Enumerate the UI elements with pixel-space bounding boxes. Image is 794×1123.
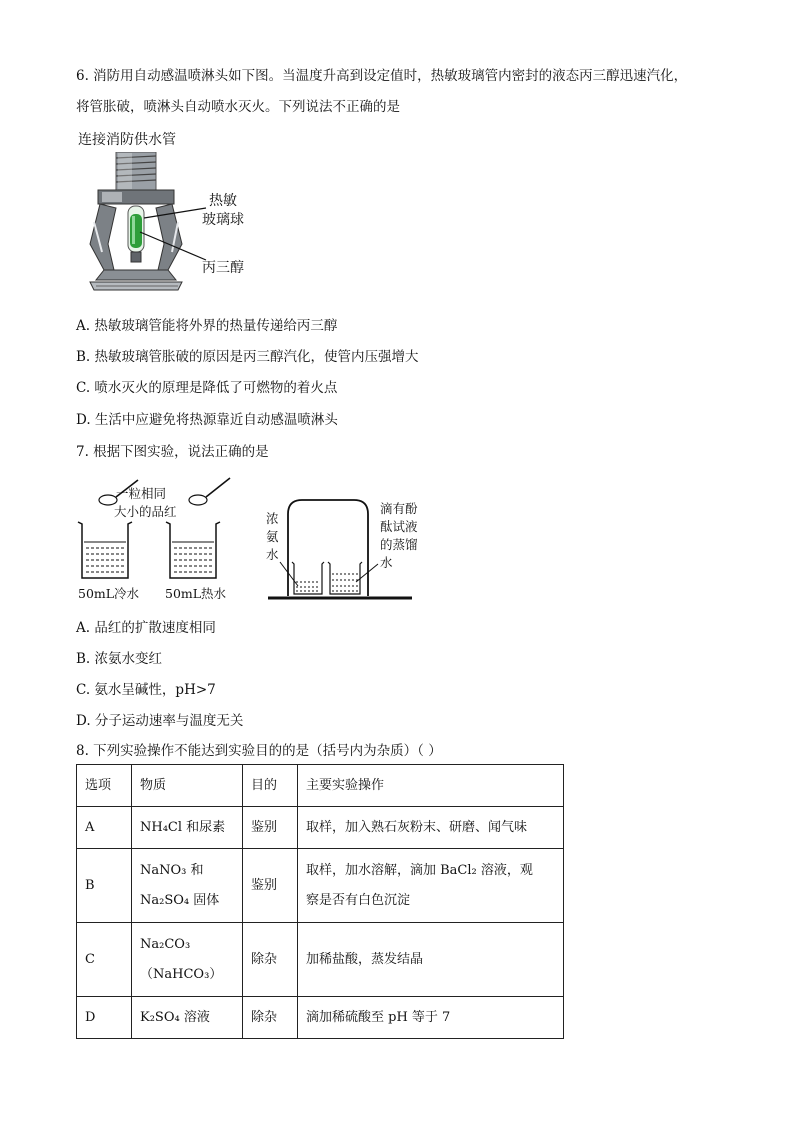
table-row: [77, 923, 564, 997]
table-cell-operation: 滴加稀硫酸至 pH 等于 7: [298, 997, 564, 1039]
table-cell-substance: [132, 923, 243, 997]
table-cell-option: D: [77, 997, 132, 1039]
spoon-right: [189, 478, 230, 505]
q6-stem-line2: 将管胀破，喷淋头自动喷水灭火。下列说法不正确的是: [76, 99, 400, 115]
table-row: [77, 807, 564, 849]
q7-option-b: B. 浓氨水变红: [76, 651, 163, 667]
table-header-row: [77, 765, 564, 807]
q7-option-d: D. 分子运动速率与温度无关: [76, 713, 244, 729]
q6-option-b: B. 热敏玻璃管胀破的原因是丙三醇汽化，使管内压强增大: [76, 349, 419, 365]
spoon-label-2: 大小的品红: [114, 504, 177, 519]
beaker-cold-label: 50mL冷水: [78, 586, 140, 601]
table-row: [77, 849, 564, 923]
q6-option-d: D. 生活中应避免将热源靠近自动感温喷淋头: [76, 412, 338, 428]
table-header-cell: 目的: [243, 765, 298, 807]
operation-line: 取样，加水溶解，滴加 BaCl₂ 溶液，观: [306, 862, 533, 878]
ammonia-label-1: 浓: [266, 511, 279, 526]
q8-table: [76, 764, 564, 1039]
beaker-cold: [78, 522, 132, 578]
table-cell-option: B: [77, 849, 132, 923]
table-cell-option: A: [77, 807, 132, 849]
table-cell-purpose: 除杂: [243, 923, 298, 997]
table-cell-purpose: 鉴别: [243, 849, 298, 923]
ammonia-label-2: 氨: [266, 529, 279, 544]
table-header-cell: 选项: [77, 765, 132, 807]
q6-option-c: C. 喷水灭火的原理是降低了可燃物的着火点: [76, 380, 338, 396]
table-cell-operation: 加稀盐酸，蒸发结晶: [298, 923, 564, 997]
table-row: [77, 997, 564, 1039]
q6-fig-top-label: 连接消防供水管: [78, 132, 176, 148]
operation-line: 察是否有白色沉淀: [306, 892, 411, 908]
phenol-label-3: 的蒸馏: [380, 537, 418, 552]
sprinkler-thread: [116, 152, 156, 190]
phenol-label-2: 酞试液: [380, 519, 418, 534]
sprinkler-figure: [88, 152, 280, 300]
q7-option-a: A. 品红的扩散速度相同: [76, 620, 216, 636]
q6-stem-line1: 6. 消防用自动感温喷淋头如下图。当温度升高到设定值时，热敏玻璃管内密封的液态丙三醇迅速汽化，: [76, 68, 688, 84]
q7-stem: 7. 根据下图实验，说法正确的是: [76, 444, 269, 460]
q7-option-c: C. 氨水呈碱性，pH>7: [76, 682, 216, 698]
table-header-cell: 物质: [132, 765, 243, 807]
table-cell-operation: 取样，加入熟石灰粉末、研磨、闻气味: [298, 807, 564, 849]
table-cell-substance: NH₄Cl 和尿素: [132, 807, 243, 849]
spoon-label-1: 一粒相同: [116, 486, 167, 501]
table-cell-purpose: 鉴别: [243, 807, 298, 849]
phenol-label-1: 滴有酚: [380, 501, 418, 516]
substance-line: NaNO₃ 和: [140, 862, 204, 878]
substance-line: Na₂SO₄ 固体: [140, 892, 220, 908]
table-cell-substance: K₂SO₄ 溶液: [132, 997, 243, 1039]
q6-option-a: A. 热敏玻璃管能将外界的热量传递给丙三醇: [76, 318, 338, 334]
substance-line: （NaHCO₃）: [140, 966, 223, 982]
substance-line: Na₂CO₃: [140, 936, 191, 952]
label-glycerol: 丙三醇: [202, 260, 244, 276]
beaker-hot-label: 50mL热水: [165, 586, 227, 601]
table-cell-option: C: [77, 923, 132, 997]
table-header-cell: 主要实验操作: [298, 765, 564, 807]
q8-stem: 8. 下列实验操作不能达到实验目的的是（括号内为杂质）（ ）: [76, 743, 442, 759]
beaker-hot: [166, 522, 220, 578]
table-cell-purpose: 除杂: [243, 997, 298, 1039]
table-cell-substance: [132, 849, 243, 923]
table-cell-operation: [298, 849, 564, 923]
label-heat-bulb-1: 热敏: [209, 193, 237, 209]
label-heat-bulb-2: 玻璃球: [202, 212, 244, 228]
ammonia-label-3: 水: [266, 547, 279, 562]
phenol-label-4: 水: [380, 555, 393, 570]
